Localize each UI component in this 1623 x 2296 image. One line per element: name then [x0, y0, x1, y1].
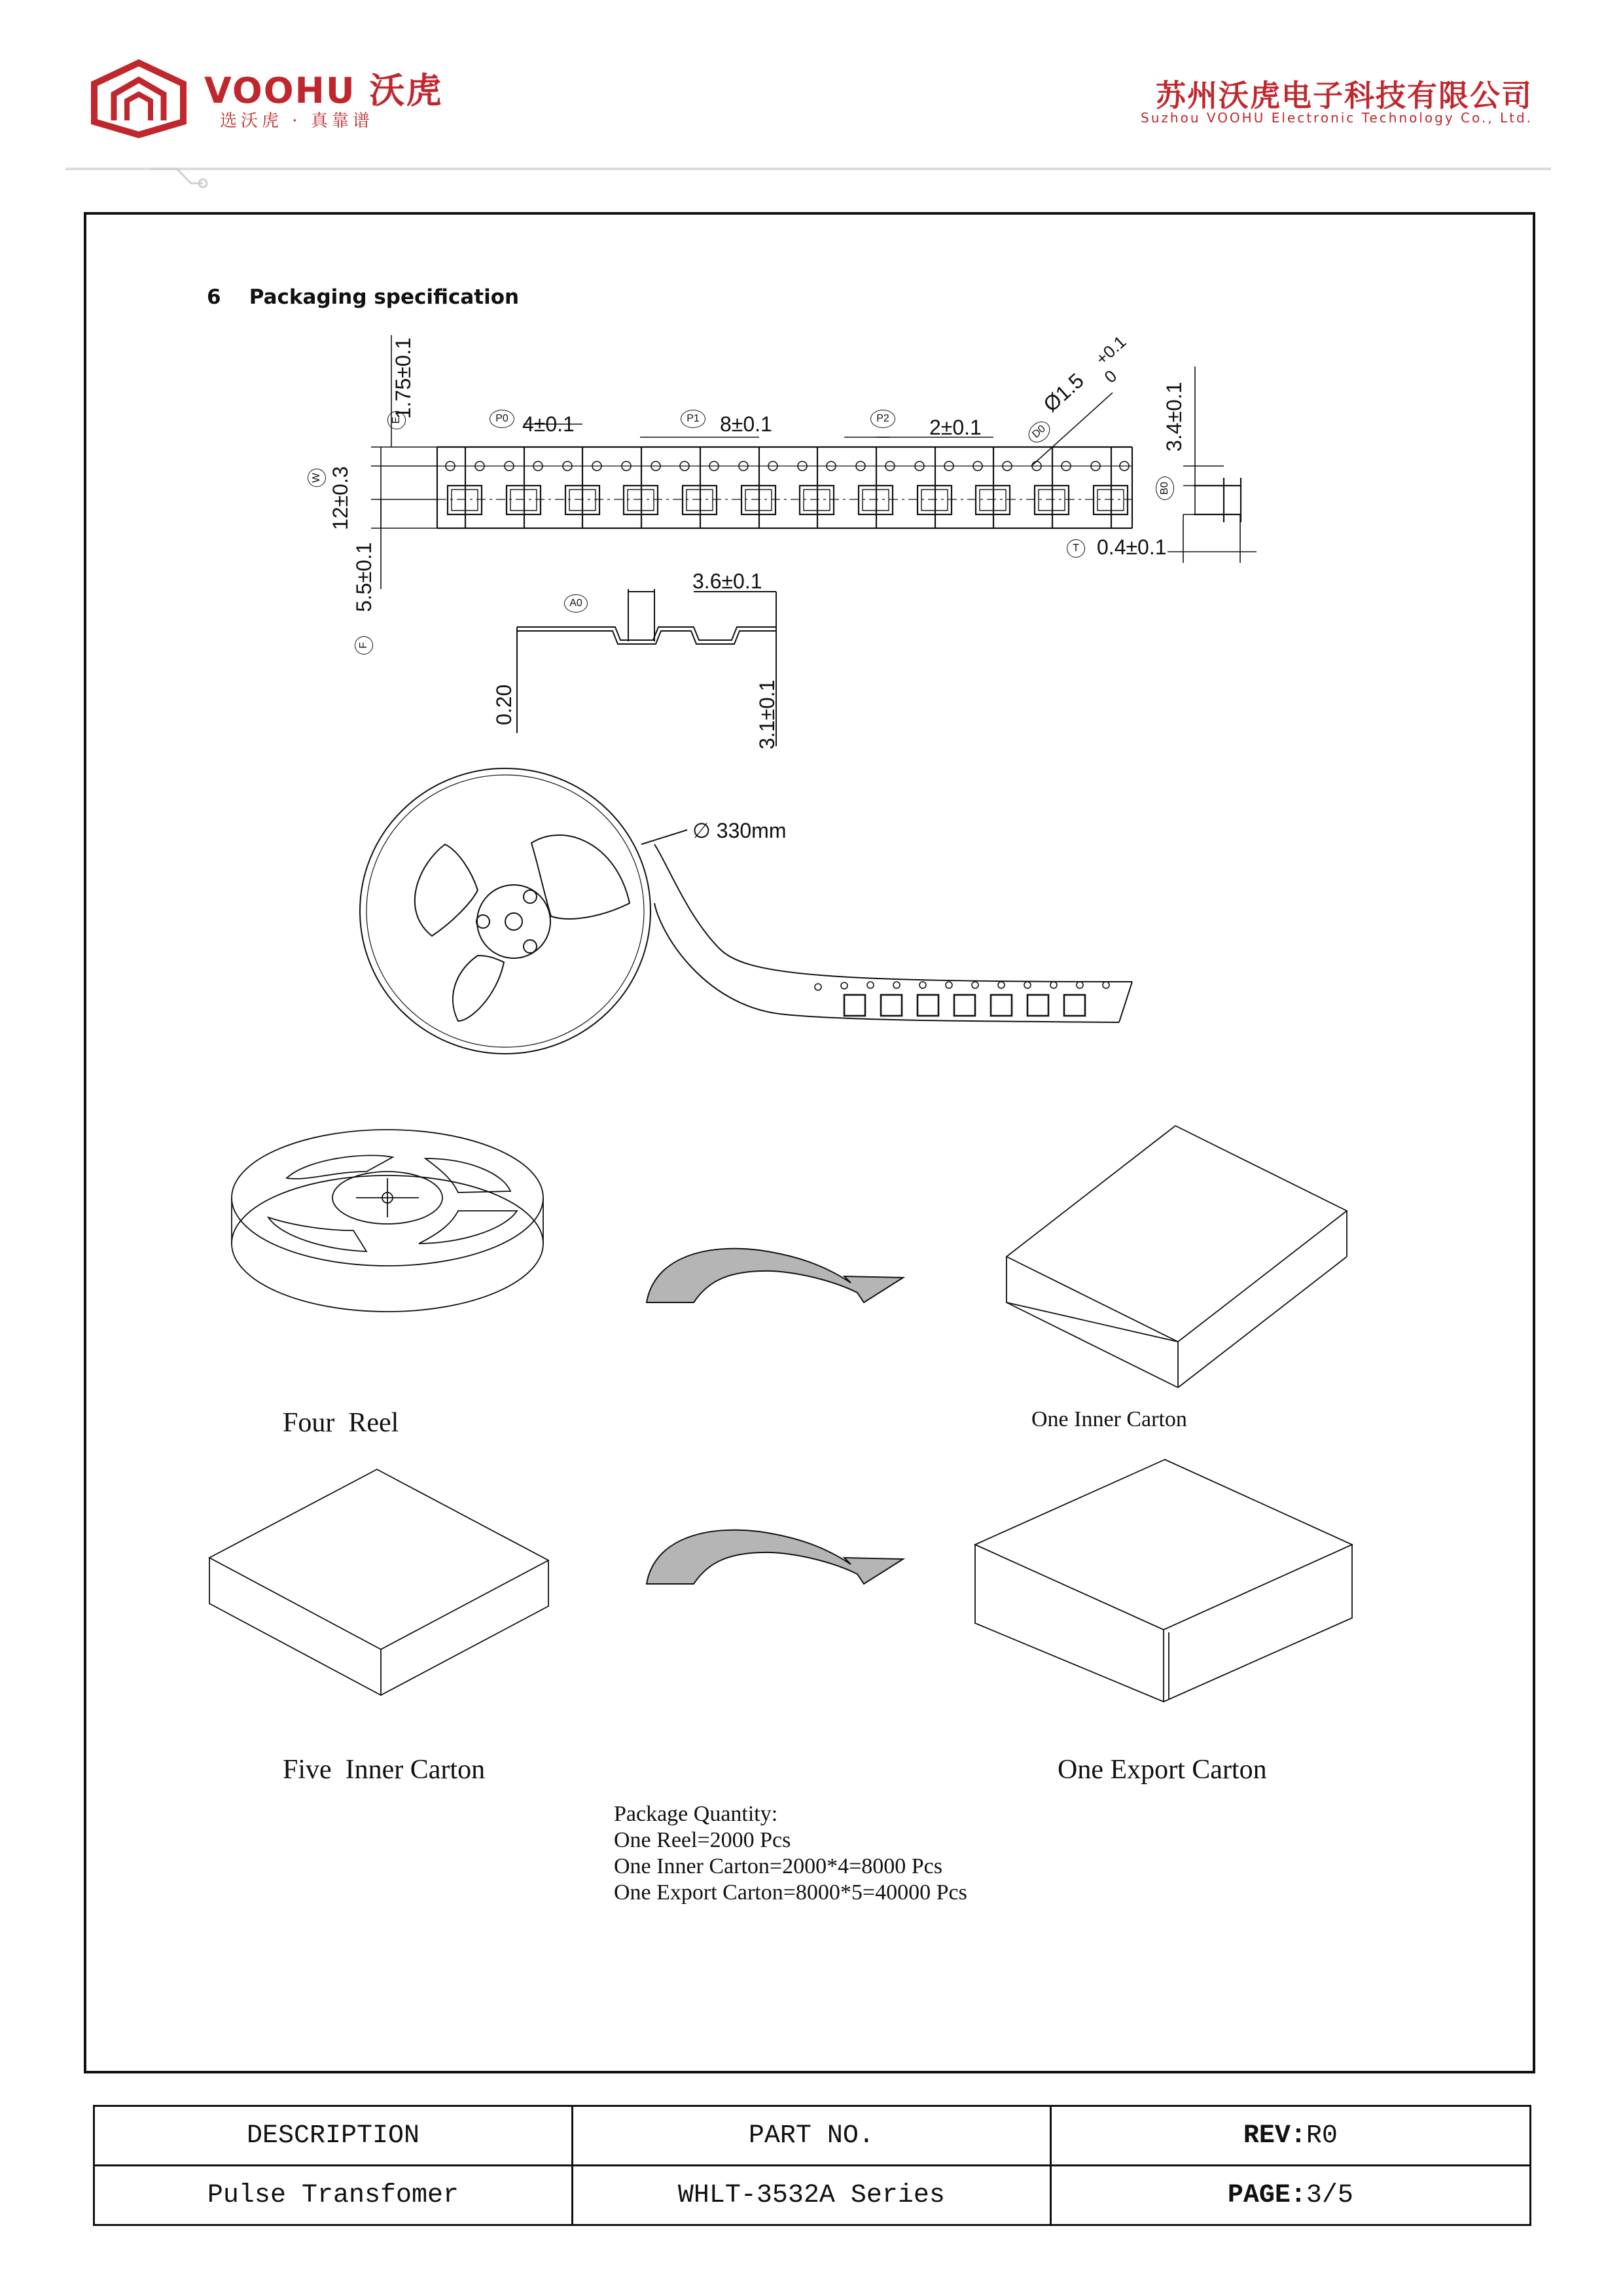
dim-k0: 3.1±0.1: [755, 679, 779, 749]
dim-w: 12±0.3: [329, 466, 352, 530]
dim-b0: 3.4±0.1: [1162, 382, 1186, 452]
label-d0: D0: [1024, 418, 1054, 447]
label-p1: P1: [681, 410, 705, 428]
label-a0: A0: [564, 594, 588, 613]
package-quantity-line: One Inner Carton=2000*4=8000 Pcs: [614, 1854, 942, 1878]
description-label-cell: DESCRIPTION: [94, 2106, 573, 2166]
label-e: E: [387, 411, 406, 429]
label-w: W: [308, 469, 326, 487]
description-value-cell: Pulse Transfomer: [94, 2166, 573, 2225]
dim-e: 1.75±0.1: [391, 337, 415, 419]
dim-d0-tol-lower: 0: [1100, 366, 1121, 387]
rev-cell: REV:R0: [1050, 2106, 1530, 2166]
caption-four-reel: Four Reel: [283, 1408, 399, 1438]
title-block-table: [93, 2105, 1531, 2226]
dim-p1: 8±0.1: [720, 412, 772, 436]
label-p2: P2: [870, 410, 895, 428]
dim-d0: Ø1.5: [1039, 368, 1088, 417]
company-name-cn: 苏州沃虎电子科技有限公司: [1156, 78, 1533, 113]
label-t: T: [1067, 539, 1085, 558]
label-p0: P0: [490, 410, 514, 428]
company-name-en: Suzhou VOOHU Electronic Technology Co., Ltd.: [1141, 110, 1533, 126]
caption-one-inner-carton: One Inner Carton: [1031, 1407, 1187, 1431]
dim-f: 5.5±0.1: [352, 542, 376, 612]
brand-name: VOOHU 沃虎: [204, 70, 443, 111]
dim-t: 0.4±0.1: [1097, 535, 1167, 559]
dim-a0: 3.6±0.1: [692, 569, 762, 593]
label-f: F: [355, 636, 373, 655]
package-quantity-line: One Export Carton=8000*5=40000 Pcs: [614, 1880, 967, 1905]
part-no-value-cell: WHLT-3532A Series: [572, 2166, 1050, 2225]
reel-diameter-label: ∅ 330mm: [692, 819, 787, 842]
package-quantity-title: Package Quantity:: [614, 1802, 778, 1826]
caption-five-inner-carton: Five Inner Carton: [283, 1755, 486, 1785]
part-no-label-cell: PART NO.: [572, 2106, 1050, 2166]
dim-p2: 2±0.1: [929, 416, 982, 439]
brand-slogan: 选沃虎 · 真靠谱: [220, 111, 374, 131]
page-cell: PAGE:3/5: [1050, 2166, 1530, 2225]
dim-d0-tol-upper: +0.1: [1092, 331, 1130, 369]
section-title: 6 Packaging specification: [207, 285, 520, 309]
dim-p0: 4±0.1: [522, 412, 575, 436]
package-quantity: [614, 1801, 967, 1906]
package-quantity-line: One Reel=2000 Pcs: [614, 1828, 791, 1852]
label-b0: B0: [1156, 476, 1174, 500]
caption-one-export-carton: One Export Carton: [1058, 1755, 1267, 1785]
dim-thickness: 0.20: [492, 684, 516, 725]
